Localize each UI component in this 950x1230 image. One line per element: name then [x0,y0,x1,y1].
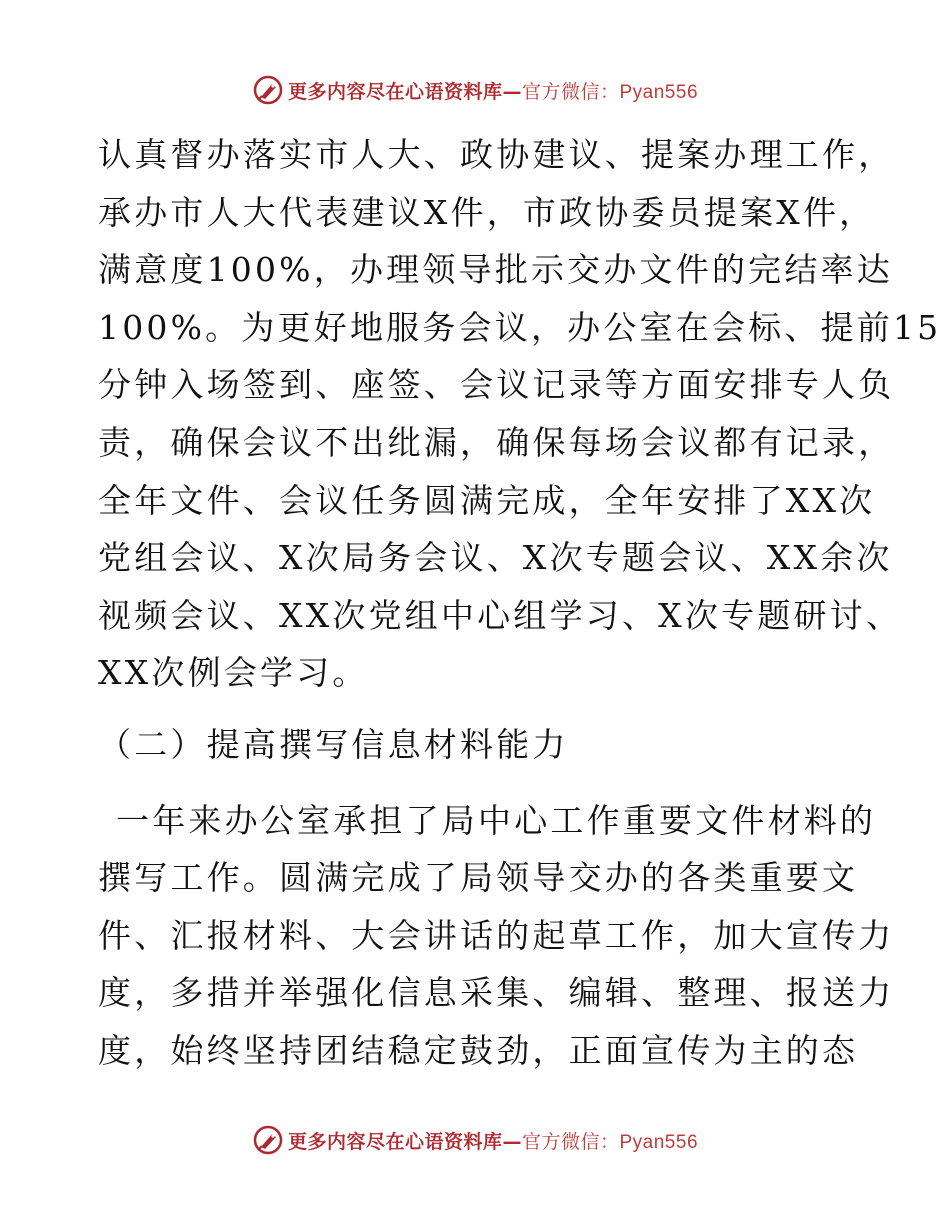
pen-nib-logo-icon [252,74,284,106]
footer-site-text: 更多内容尽在心语资料库 [287,1130,503,1153]
footer-wechat-label: 官方微信： [521,1130,620,1153]
paragraph-1 [98,126,942,702]
header-banner-text [288,77,698,104]
paragraph-line: 全年文件、会议任务圆满完成，全年安排了XX次 [98,480,876,520]
paragraph-line: 分钟入场签到、座签、会议记录等方面安排专人负 [98,365,895,405]
footer-separator: — [502,1130,522,1153]
footer-banner-text [288,1127,698,1154]
paragraph-line: 视频会议、XX次党组中心组学习、X次专题研讨、 [98,595,903,635]
paragraph-line: 党组会议、X次局务会议、X次专题会议、XX余次 [98,538,893,578]
paragraph-line: 度，始终坚持团结稳定鼓劲，正面宣传为主的态 [98,1030,859,1070]
paragraph-line: 承办市人大代表建议X件，市政协委员提案X件， [98,192,876,232]
paragraph-line: 一年来办公室承担了局中心工作重要文件材料的 [116,800,877,840]
header-watermark-banner [0,72,950,108]
header-wechat-id: Pyan556 [619,81,699,103]
paragraph-line: 度，多措并举强化信息采集、编辑、整理、报送力 [98,973,895,1013]
paragraph-2 [98,792,895,1080]
paragraph-line: 认真督办落实市人大、政协建议、提案办理工作， [98,135,895,174]
header-separator: — [502,80,522,103]
document-body [98,126,942,1080]
pen-nib-logo-icon [252,1124,284,1156]
paragraph-line: 满意度100%，办理领导批示交办文件的完结率达 [98,250,893,290]
paragraph-line: 100%。为更好地服务会议，办公室在会标、提前15 [98,307,942,347]
paragraph-line: 件、汇报材料、大会讲话的起草工作，加大宣传力 [98,915,895,955]
header-wechat-label: 官方微信： [521,80,620,103]
paragraph-line: XX次例会学习。 [98,653,369,693]
section-heading: （二）提高撰写信息材料能力 [98,724,569,764]
footer-wechat-id: Pyan556 [619,1131,699,1153]
footer-watermark-banner [0,1122,950,1158]
paragraph-line: 责，确保会议不出纰漏，确保每场会议都有记录， [98,422,895,462]
header-site-text: 更多内容尽在心语资料库 [287,80,503,103]
paragraph-line: 撰写工作。圆满完成了局领导交办的各类重要文 [98,858,859,898]
